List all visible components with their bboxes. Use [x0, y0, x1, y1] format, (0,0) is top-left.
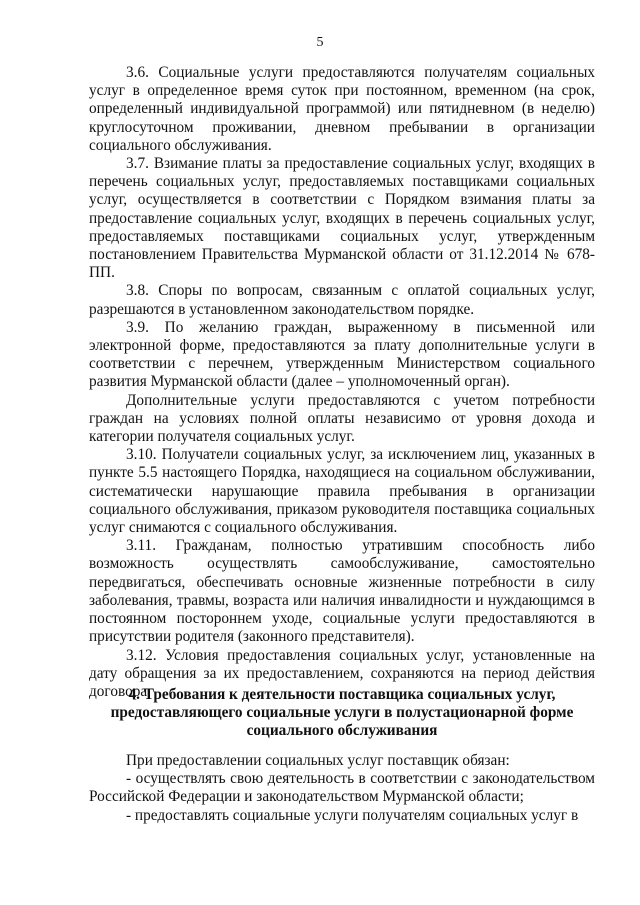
paragraph-3-8: 3.8. Споры по вопросам, связанным с оплатой социальных услуг, разрешаются в установленном законодательством порядке. — [89, 282, 595, 318]
list-item: - осуществлять свою деятельность в соответствии с законодательством Российской Федерации и законодательством Мурманской области; — [89, 770, 595, 806]
paragraph-additional-services: Дополнительные услуги предоставляются с учетом потребности граждан на условиях полной оплаты независимо от уровня дохода и категории получателя социальных услуг. — [89, 391, 595, 446]
paragraph-3-9: 3.9. По желанию граждан, выраженному в письменной или электронной форме, предоставляются за плату дополнительные услуги в соответствии с перечнем, утвержденным Министерством социального развития Мурманской области (далее – уполномоченный орган). — [89, 318, 595, 391]
paragraph-3-7: 3.7. Взимание платы за предоставление социальных услуг, входящих в перечень социальных услуг, предоставляемых поставщиками социальных услуг, осуществляется в соответствии с Порядком взимания платы за предоставление социальных услуг, входящих в перечень социальных услуг, предоставляемых поставщиками социальных услуг, утвержденным постановлением Правительства Мурманской области от 31.12.2014 № 678-ПП. — [89, 155, 595, 282]
paragraph-3-11: 3.11. Гражданам, полностью утратившим способность либо возможность осуществлять самообслуживание, самостоятельно передвигаться, обеспечивать основные жизненные потребности в силу заболевания, травмы, возраста или наличия инвалидности и нуждающимся в постоянном постороннем уходе, социальные услуги предоставляются в присутствии родителя (законного представителя). — [89, 537, 595, 646]
section-4-body — [89, 752, 595, 825]
paragraph-3-12: 3.12. Условия предоставления социальных услуг, установленные на дату обращения за их предоставлением, сохраняются на период действия договора. — [89, 646, 595, 700]
section-4-heading: 4. Требования к деятельности поставщика социальных услуг, предоставляющего социальные услуги в полустационарной форме социального обслуживания — [110, 686, 574, 740]
paragraph-3-10: 3.10. Получатели социальных услуг, за исключением лиц, указанных в пункте 5.5 настоящего Порядка, находящиеся на социальном обслуживании, систематически нарушающие правила пребывания в организации социального обслуживания, приказом руководителя поставщика социальных услуг снимаются с социального обслуживания. — [89, 446, 595, 537]
page-number: 5 — [316, 35, 324, 50]
section-4-intro: При предоставлении социальных услуг поставщик обязан: — [126, 752, 510, 769]
paragraph-3-6: 3.6. Социальные услуги предоставляются получателям социальных услуг в определенное время суток при постоянном, временном (на срок, определенный индивидуальной программой) или пятидневном (в неделю) круглосуточном проживании, дневном пребывании в организации социального обслуживания. — [89, 64, 595, 154]
document-body — [89, 64, 595, 701]
list-item: - предоставлять социальные услуги получателям социальных услуг в — [126, 806, 579, 824]
